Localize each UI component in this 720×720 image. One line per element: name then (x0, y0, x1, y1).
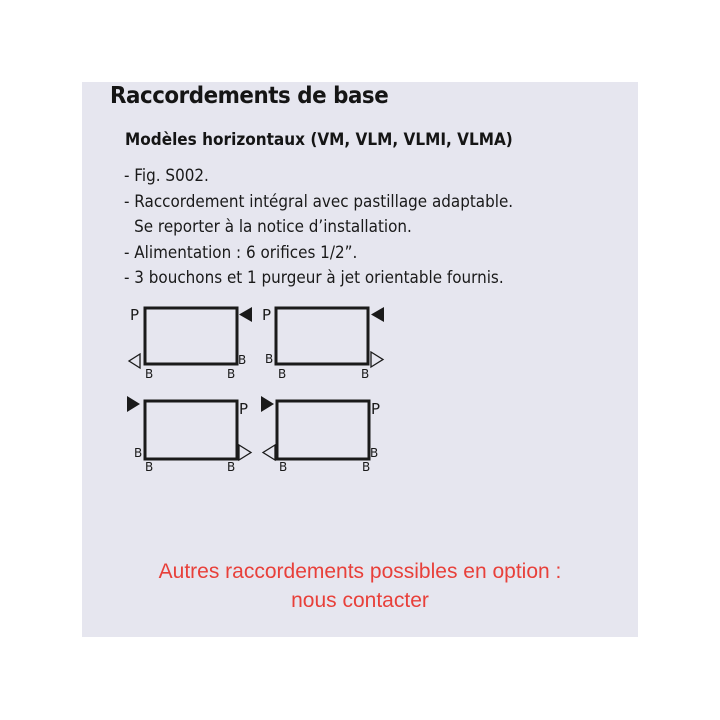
label-p: P (239, 400, 249, 418)
label-b: B (134, 446, 143, 460)
radiator-diagram-2 (276, 308, 368, 364)
filled-triangle-icon (239, 307, 252, 322)
options-note (82, 557, 638, 615)
note-line: Autres raccordements possibles en option : (158, 560, 562, 583)
label-b: B (238, 353, 247, 367)
open-triangle-icon (263, 445, 275, 460)
label-b: B (361, 367, 370, 381)
label-b: B (278, 367, 287, 381)
radiator-diagram-4 (277, 401, 369, 459)
label-b: B (227, 460, 236, 474)
list-item: - Raccordement intégral avec pastillage adaptable. (124, 191, 514, 211)
label-p: P (130, 306, 140, 324)
radiator-diagram-1 (145, 308, 237, 364)
label-b: B (227, 367, 236, 381)
list-item: Se reporter à la notice d’installation. (134, 217, 412, 236)
list-item: - 3 bouchons et 1 purgeur à jet orientable fournis. (124, 268, 504, 287)
label-b: B (145, 367, 154, 381)
label-b: B (362, 460, 371, 474)
label-b: B (145, 460, 154, 474)
list-item: - Alimentation : 6 orifices 1/2”. (124, 242, 358, 262)
open-triangle-icon (239, 445, 251, 460)
filled-triangle-icon (127, 396, 140, 412)
open-triangle-icon (371, 352, 383, 367)
page-title: Raccordements de base (110, 83, 389, 109)
filled-triangle-icon (261, 396, 274, 412)
label-b: B (370, 446, 379, 460)
label-p: P (371, 400, 381, 418)
label-b: B (265, 352, 274, 366)
label-p: P (262, 306, 272, 324)
open-triangle-icon (129, 354, 140, 368)
note-line: nous contacter (291, 589, 429, 612)
list-item: - Fig. S002. (124, 166, 209, 185)
section-subtitle: Modèles horizontaux (VM, VLM, VLMI, VLMA) (125, 130, 513, 150)
radiator-diagram-3 (145, 401, 237, 459)
filled-triangle-icon (371, 307, 384, 322)
label-b: B (279, 460, 288, 474)
